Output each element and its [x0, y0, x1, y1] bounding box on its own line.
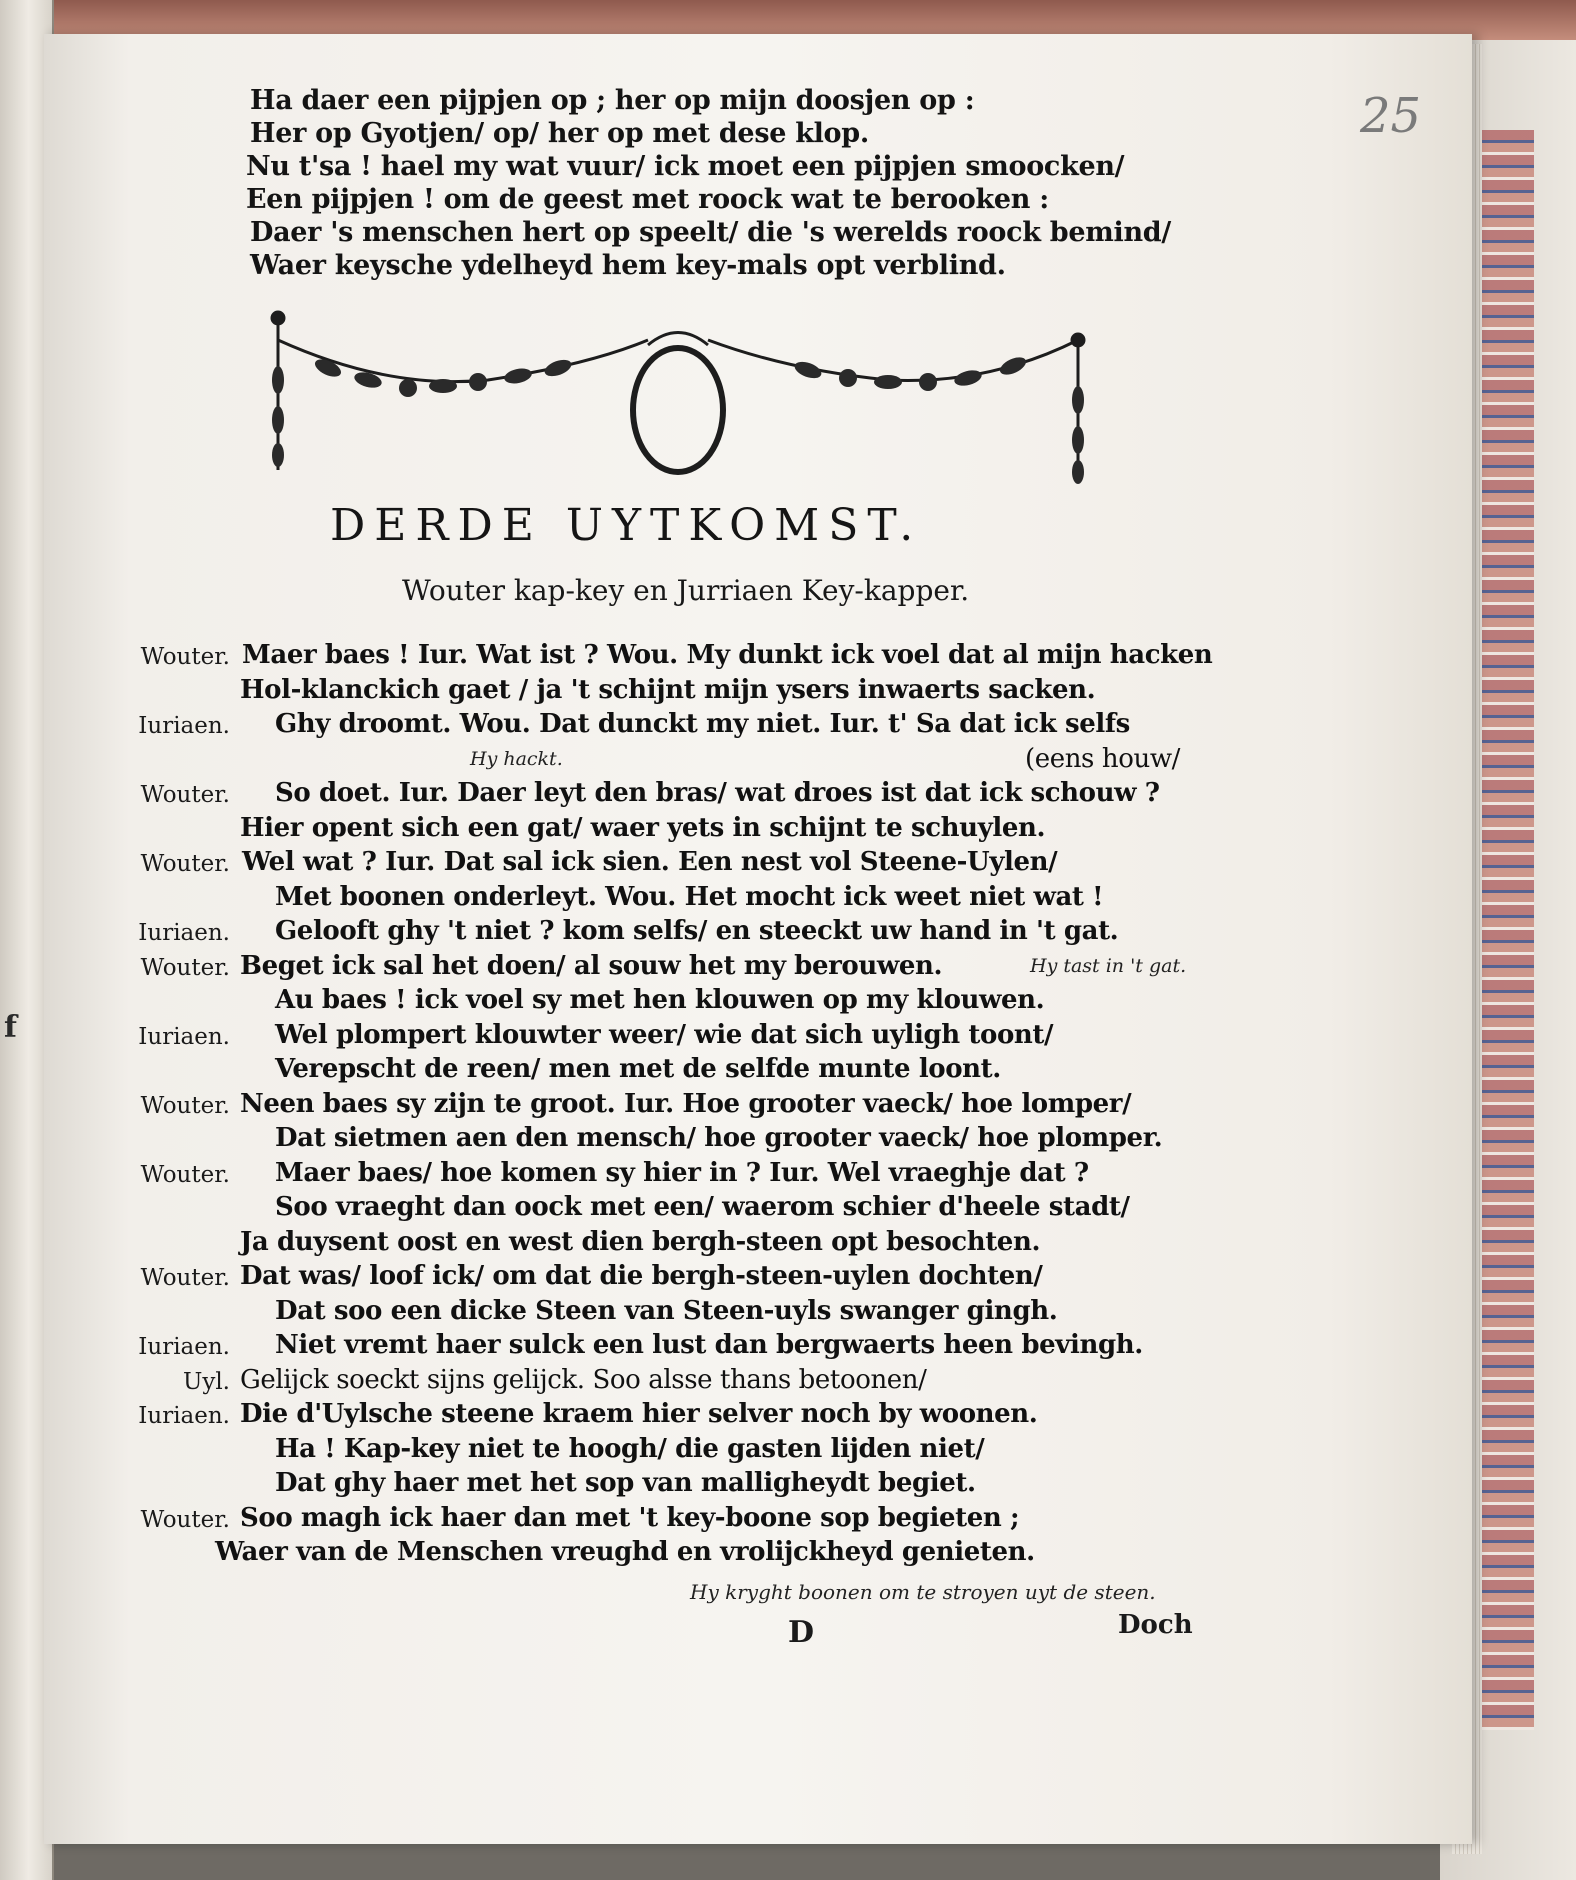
verse-block — [246, 84, 1171, 282]
verse-line: Ha daer een pijpjen op ; her op mijn doosjen op : — [250, 85, 975, 116]
verse-line: Her op Gyotjen/ op/ her op met dese klop. — [250, 118, 869, 149]
stage-direction: Hy tast in 't gat. — [1030, 954, 1187, 977]
dialogue-row — [90, 1227, 1240, 1262]
dialogue-row — [90, 847, 1240, 882]
dialogue-line: Verepscht de reen/ men met de selfde munte loont. — [275, 1054, 1001, 1084]
speaker-name: Wouter. — [140, 1092, 230, 1119]
dialogue-line: Maer baes/ hoe komen sy hier in ? Iur. Wel vraeghje dat ? — [275, 1157, 1089, 1188]
stage-direction: Hy hackt. — [470, 747, 563, 770]
dialogue-line: Hol-klanckich gaet / ja 't schijnt mijn ysers inwaerts sacken. — [240, 674, 1096, 705]
dialogue-row — [90, 1399, 1240, 1434]
speaker-name: Iuriaen. — [138, 920, 230, 946]
dialogue-row — [90, 916, 1240, 951]
verse-line: Nu t'sa ! hael my wat vuur/ ick moet een pijpjen smoocken/ — [246, 151, 1125, 182]
dialogue-line: Niet vremt haer sulck een lust dan bergwaerts heen bevingh. — [275, 1330, 1143, 1360]
signature-mark: D — [788, 1615, 815, 1650]
verse-line: Een pijpjen ! om de geest met roock wat te berooken : — [246, 184, 1049, 215]
dialogue-line: Ha ! Kap-key niet te hoogh/ die gasten lijden niet/ — [275, 1433, 985, 1464]
dialogue-line: Gelooft ghy 't niet ? kom selfs/ en steeckt uw hand in 't gat. — [275, 916, 1119, 946]
speaker-name: Wouter. — [140, 1161, 230, 1188]
dialogue-row — [90, 675, 1240, 710]
speaker-name: Uyl. — [182, 1368, 230, 1395]
dialogue-line: Met boonen onderleyt. Wou. Het mocht ick weet niet wat ! — [275, 881, 1104, 912]
dialogue-line: Waer van de Menschen vreughd en vrolijckheyd genieten. — [215, 1537, 1035, 1567]
speaker-name: Wouter. — [140, 644, 230, 670]
dialogue-line: So doet. Iur. Daer leyt den bras/ wat droes ist dat ick schouw ? — [275, 778, 1160, 808]
speaker-name: Iuriaen. — [138, 1334, 230, 1360]
dialogue-row — [90, 640, 1240, 675]
verse-line: Waer keysche ydelheyd hem key-mals opt verblind. — [250, 250, 1006, 281]
catchword: Doch — [1118, 1610, 1193, 1640]
dialogue-row — [90, 1434, 1240, 1469]
dialogue-row — [90, 813, 1240, 848]
dialogue-line: Au baes ! ick voel sy met hen klouwen op my klouwen. — [275, 985, 1045, 1015]
dialogue-line: Ghy droomt. Wou. Dat dunckt my niet. Iur. t' Sa dat ick selfs — [275, 709, 1130, 739]
dialogue-row — [90, 1054, 1240, 1089]
dialogue-row — [90, 1365, 1240, 1400]
dialogue-block — [90, 640, 1240, 1572]
dialogue-row — [90, 1261, 1240, 1296]
dialogue-line: Hier opent sich een gat/ waer yets in schijnt te schuylen. — [240, 812, 1046, 843]
dialogue-row — [90, 882, 1240, 917]
speaker-name: Wouter. — [140, 851, 230, 877]
speaker-name: Iuriaen. — [138, 1403, 230, 1429]
page-number: 25 — [1360, 88, 1422, 144]
speaker-name: Iuriaen. — [138, 713, 230, 739]
dialogue-line: Gelijck soeckt sijns gelijck. Soo alsse thans betoonen/ — [240, 1364, 927, 1395]
dialogue-row — [90, 709, 1240, 744]
dialogue-row — [90, 1192, 1240, 1227]
dialogue-line: Neen baes sy zijn te groot. Iur. Hoe grooter vaeck/ hoe lomper/ — [240, 1088, 1132, 1119]
dialogue-line: Ja duysent oost en west dien bergh-steen opt besochten. — [240, 1226, 1041, 1257]
dialogue-line: Soo vraeght dan oock met een/ waerom schier d'heele stadt/ — [275, 1192, 1130, 1222]
dialogue-line: Dat was/ loof ick/ om dat die bergh-steen-uylen dochten/ — [240, 1261, 1043, 1291]
dialogue-row — [90, 985, 1240, 1020]
dialogue-continuation: (eens houw/ — [1025, 743, 1181, 774]
speaker-name: Wouter. — [140, 782, 230, 808]
marbled-endpaper — [1478, 130, 1534, 1730]
dialogue-row — [90, 1123, 1240, 1158]
dialogue-line: Dat sietmen aen den mensch/ hoe grooter vaeck/ hoe plomper. — [275, 1123, 1163, 1153]
dialogue-line: Wel plompert klouwter weer/ wie dat sich uyligh toont/ — [275, 1019, 1054, 1050]
final-stage-direction: Hy kryght boonen om te stroyen uyt de steen. — [690, 1580, 1156, 1604]
dialogue-row — [90, 1020, 1240, 1055]
dialogue-row — [90, 744, 1240, 779]
dialogue-row — [90, 1468, 1240, 1503]
dialogue-row — [90, 1296, 1240, 1331]
dialogue-row — [90, 1330, 1240, 1365]
speaker-name: Wouter. — [140, 954, 230, 981]
dialogue-row — [90, 1158, 1240, 1193]
dialogue-line: Dat soo een dicke Steen van Steen-uyls swanger gingh. — [275, 1295, 1058, 1326]
speaker-name: Wouter. — [140, 1265, 230, 1291]
section-subheading: Wouter kap-key en Jurriaen Key-kapper. — [402, 574, 970, 607]
dialogue-line: Maer baes ! Iur. Wat ist ? Wou. My dunkt ick voel dat al mijn hacken — [242, 640, 1213, 670]
dialogue-row — [90, 1537, 1240, 1572]
dialogue-row — [90, 1089, 1240, 1124]
dialogue-row — [90, 778, 1240, 813]
dialogue-line: Die d'Uylsche steene kraem hier selver noch by woonen. — [240, 1399, 1038, 1429]
speaker-name: Iuriaen. — [138, 1023, 230, 1050]
dialogue-line: Wel wat ? Iur. Dat sal ick sien. Een nest vol Steene-Uylen/ — [242, 847, 1058, 877]
dialogue-line: Dat ghy haer met het sop van malligheydt begiet. — [275, 1468, 976, 1498]
section-heading: DERDE UYTKOMST. — [330, 500, 923, 551]
dialogue-row — [90, 951, 1240, 986]
dialogue-row — [90, 1503, 1240, 1538]
dialogue-line: Soo magh ick haer dan met 't key-boone sop begieten ; — [240, 1502, 1020, 1533]
verse-line: Daer 's menschen hert op speelt/ die 's werelds roock bemind/ — [250, 217, 1171, 248]
dialogue-line: Beget ick sal het doen/ al souw het my berouwen. — [240, 950, 943, 981]
garland-ornament — [268, 310, 1088, 510]
speaker-name: Wouter. — [140, 1506, 230, 1533]
facing-page-glyph: f — [4, 1010, 17, 1045]
